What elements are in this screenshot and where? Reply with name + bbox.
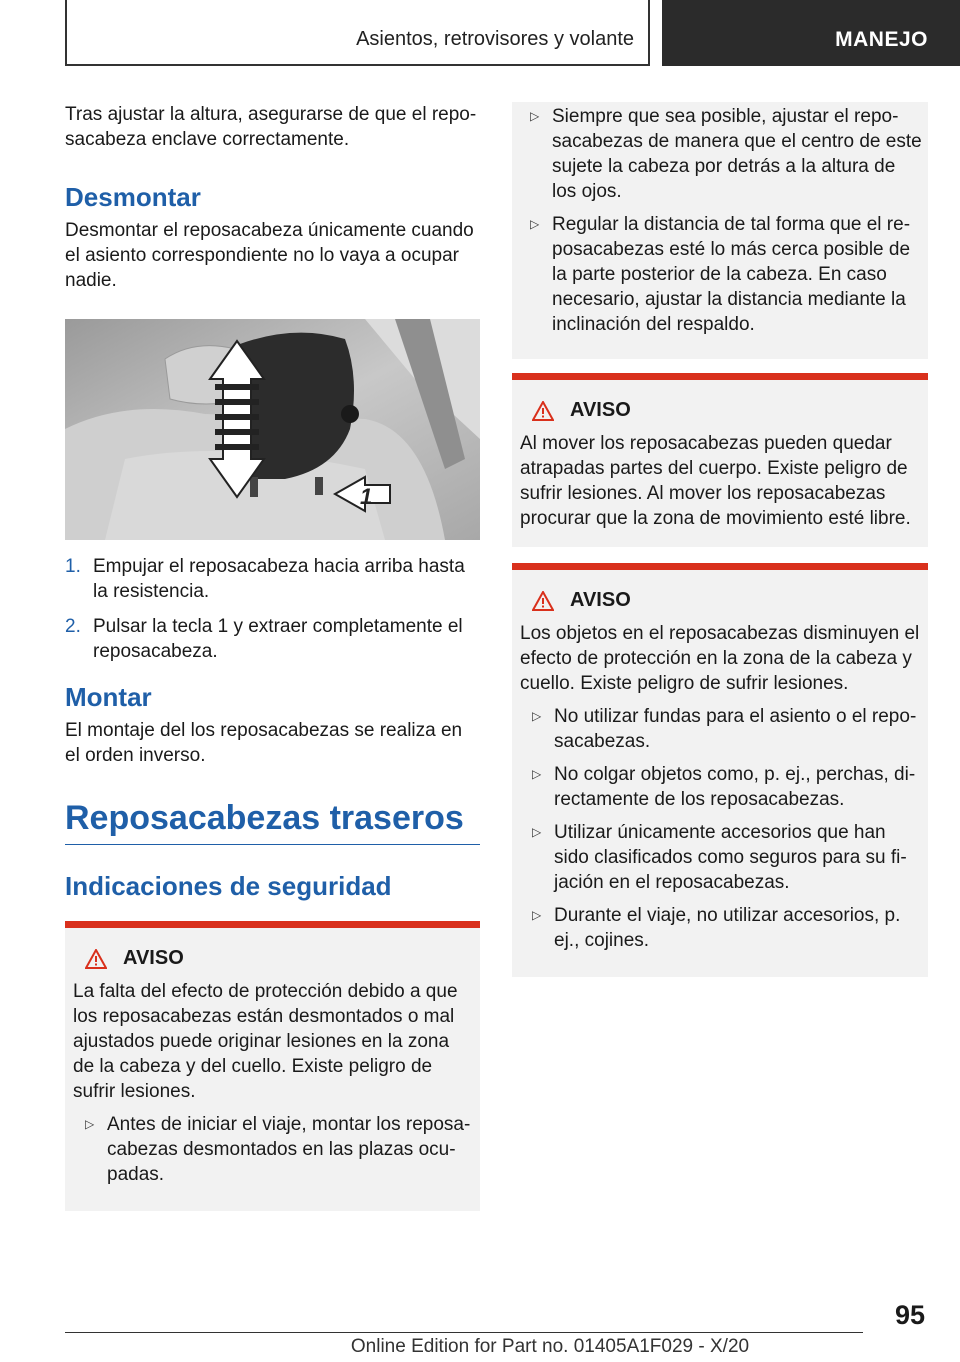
warning-text: Los objetos en el reposacabezas disminuyen el efecto de protección en la zona de la cabeza y cuello. Existe peligro de sufrir lesiones. — [520, 623, 920, 694]
list-item-text: No utilizar fundas para el asiento o el reposacabezas. — [554, 706, 917, 752]
triangle-bullet-icon: ▷ — [532, 767, 542, 781]
warning-box — [512, 373, 928, 547]
warning-label: AVISO — [570, 399, 631, 421]
chapter-title: MANEJO — [835, 28, 928, 51]
list-item — [520, 903, 920, 953]
list-item-text: Regular la distancia de tal forma que el reposacabezas esté lo más cerca posible de la parte posterior de la cabeza. En caso necesario, ajustar la distancia mediante la inclinación del respaldo. — [552, 214, 911, 335]
warning-title — [73, 946, 472, 971]
removal-steps — [65, 554, 480, 664]
section-title: Asientos, retrovisores y volante — [356, 28, 634, 50]
step-text: Pulsar la tecla 1 y extraer completamente el reposacabeza. — [93, 616, 463, 662]
step-number: 2. — [65, 616, 81, 637]
warning-text: Al mover los reposacabezas pueden quedar atrapadas partes del cuerpo. Existe peligro de sufrir lesiones. Al mover los reposacabezas procurar que la zona de movimiento esté libre. — [520, 433, 911, 529]
list-item — [520, 762, 920, 812]
montar-heading: Montar — [65, 682, 152, 712]
montar-paragraph: El montaje del los reposacabezas se realiza en el orden inverso. — [65, 720, 463, 766]
list-item-text: Antes de iniciar el viaje, montar los reposacabezas desmontados en las plazas ocupadas. — [107, 1114, 471, 1185]
warning-list — [73, 1112, 472, 1187]
triangle-bullet-icon: ▷ — [530, 109, 540, 123]
step-item — [65, 554, 480, 604]
desmontar-paragraph: Desmontar el reposacabeza únicamente cuando el asiento correspondiente no lo vaya a ocupar nadie. — [65, 220, 474, 291]
figure-callout-label: 1 — [360, 484, 373, 509]
list-item — [518, 104, 922, 204]
list-item-text: No colgar objetos como, p. ej., perchas, directamente de los reposacabezas. — [554, 764, 916, 810]
list-item — [520, 704, 920, 754]
warning-box — [65, 921, 480, 1211]
adjustment-list — [518, 104, 922, 337]
warning-label: AVISO — [123, 947, 184, 969]
list-item — [73, 1112, 472, 1187]
adjustment-list-box — [512, 102, 928, 359]
list-item — [518, 212, 922, 337]
warning-list — [520, 704, 920, 953]
chapter-tab — [662, 0, 960, 66]
edition-note: Online Edition for Part no. 01405A1F029 - X/20 — [350, 1336, 750, 1357]
list-item-text: Durante el viaje, no utilizar accesorios, p. ej., cojines. — [554, 905, 901, 951]
warning-triangle-icon — [85, 949, 107, 969]
step-item — [65, 614, 480, 664]
safety-heading: Indicaciones de seguridad — [65, 871, 392, 901]
headrest-illustration — [65, 319, 480, 540]
section-tab — [65, 0, 650, 66]
headrest-figure — [65, 319, 480, 540]
page-header — [0, 0, 960, 66]
triangle-bullet-icon: ▷ — [532, 908, 542, 922]
desmontar-heading: Desmontar — [65, 182, 201, 212]
page-number: 95 — [894, 1300, 925, 1330]
list-item-text: Siempre que sea posible, ajustar el reposacabezas de manera que el centro de este sujete la cabeza por detrás a la altura de los ojos. — [552, 106, 922, 202]
warning-title — [520, 588, 920, 613]
step-number: 1. — [65, 556, 81, 577]
triangle-bullet-icon: ▷ — [532, 709, 542, 723]
warning-label: AVISO — [570, 589, 631, 611]
rear-headrests-heading: Reposacabezas traseros — [65, 799, 464, 837]
footer-rule — [65, 1332, 863, 1333]
intro-paragraph: Tras ajustar la altura, asegurarse de que el reposacabeza enclave correctamente. — [65, 104, 477, 150]
warning-triangle-icon — [532, 401, 554, 421]
triangle-bullet-icon: ▷ — [85, 1117, 95, 1131]
list-item-text: Utilizar únicamente accesorios que han sido clasificados como seguros para su fijación en el reposacabezas. — [554, 822, 907, 893]
triangle-bullet-icon: ▷ — [530, 217, 540, 231]
step-text: Empujar el reposacabeza hacia arriba hasta la resistencia. — [93, 556, 465, 602]
warning-title — [520, 398, 920, 423]
left-column — [65, 102, 480, 1211]
list-item — [520, 820, 920, 895]
triangle-bullet-icon: ▷ — [532, 825, 542, 839]
right-column — [512, 102, 928, 977]
warning-triangle-icon — [532, 591, 554, 611]
heading-rule — [65, 844, 480, 845]
warning-text: La falta del efecto de protección debido a que los reposacabezas están desmontados o mal ajustados puede originar lesiones en la zona de la cabeza y del cuello. Existe peligro de sufrir lesiones. — [73, 981, 458, 1102]
warning-box — [512, 563, 928, 977]
